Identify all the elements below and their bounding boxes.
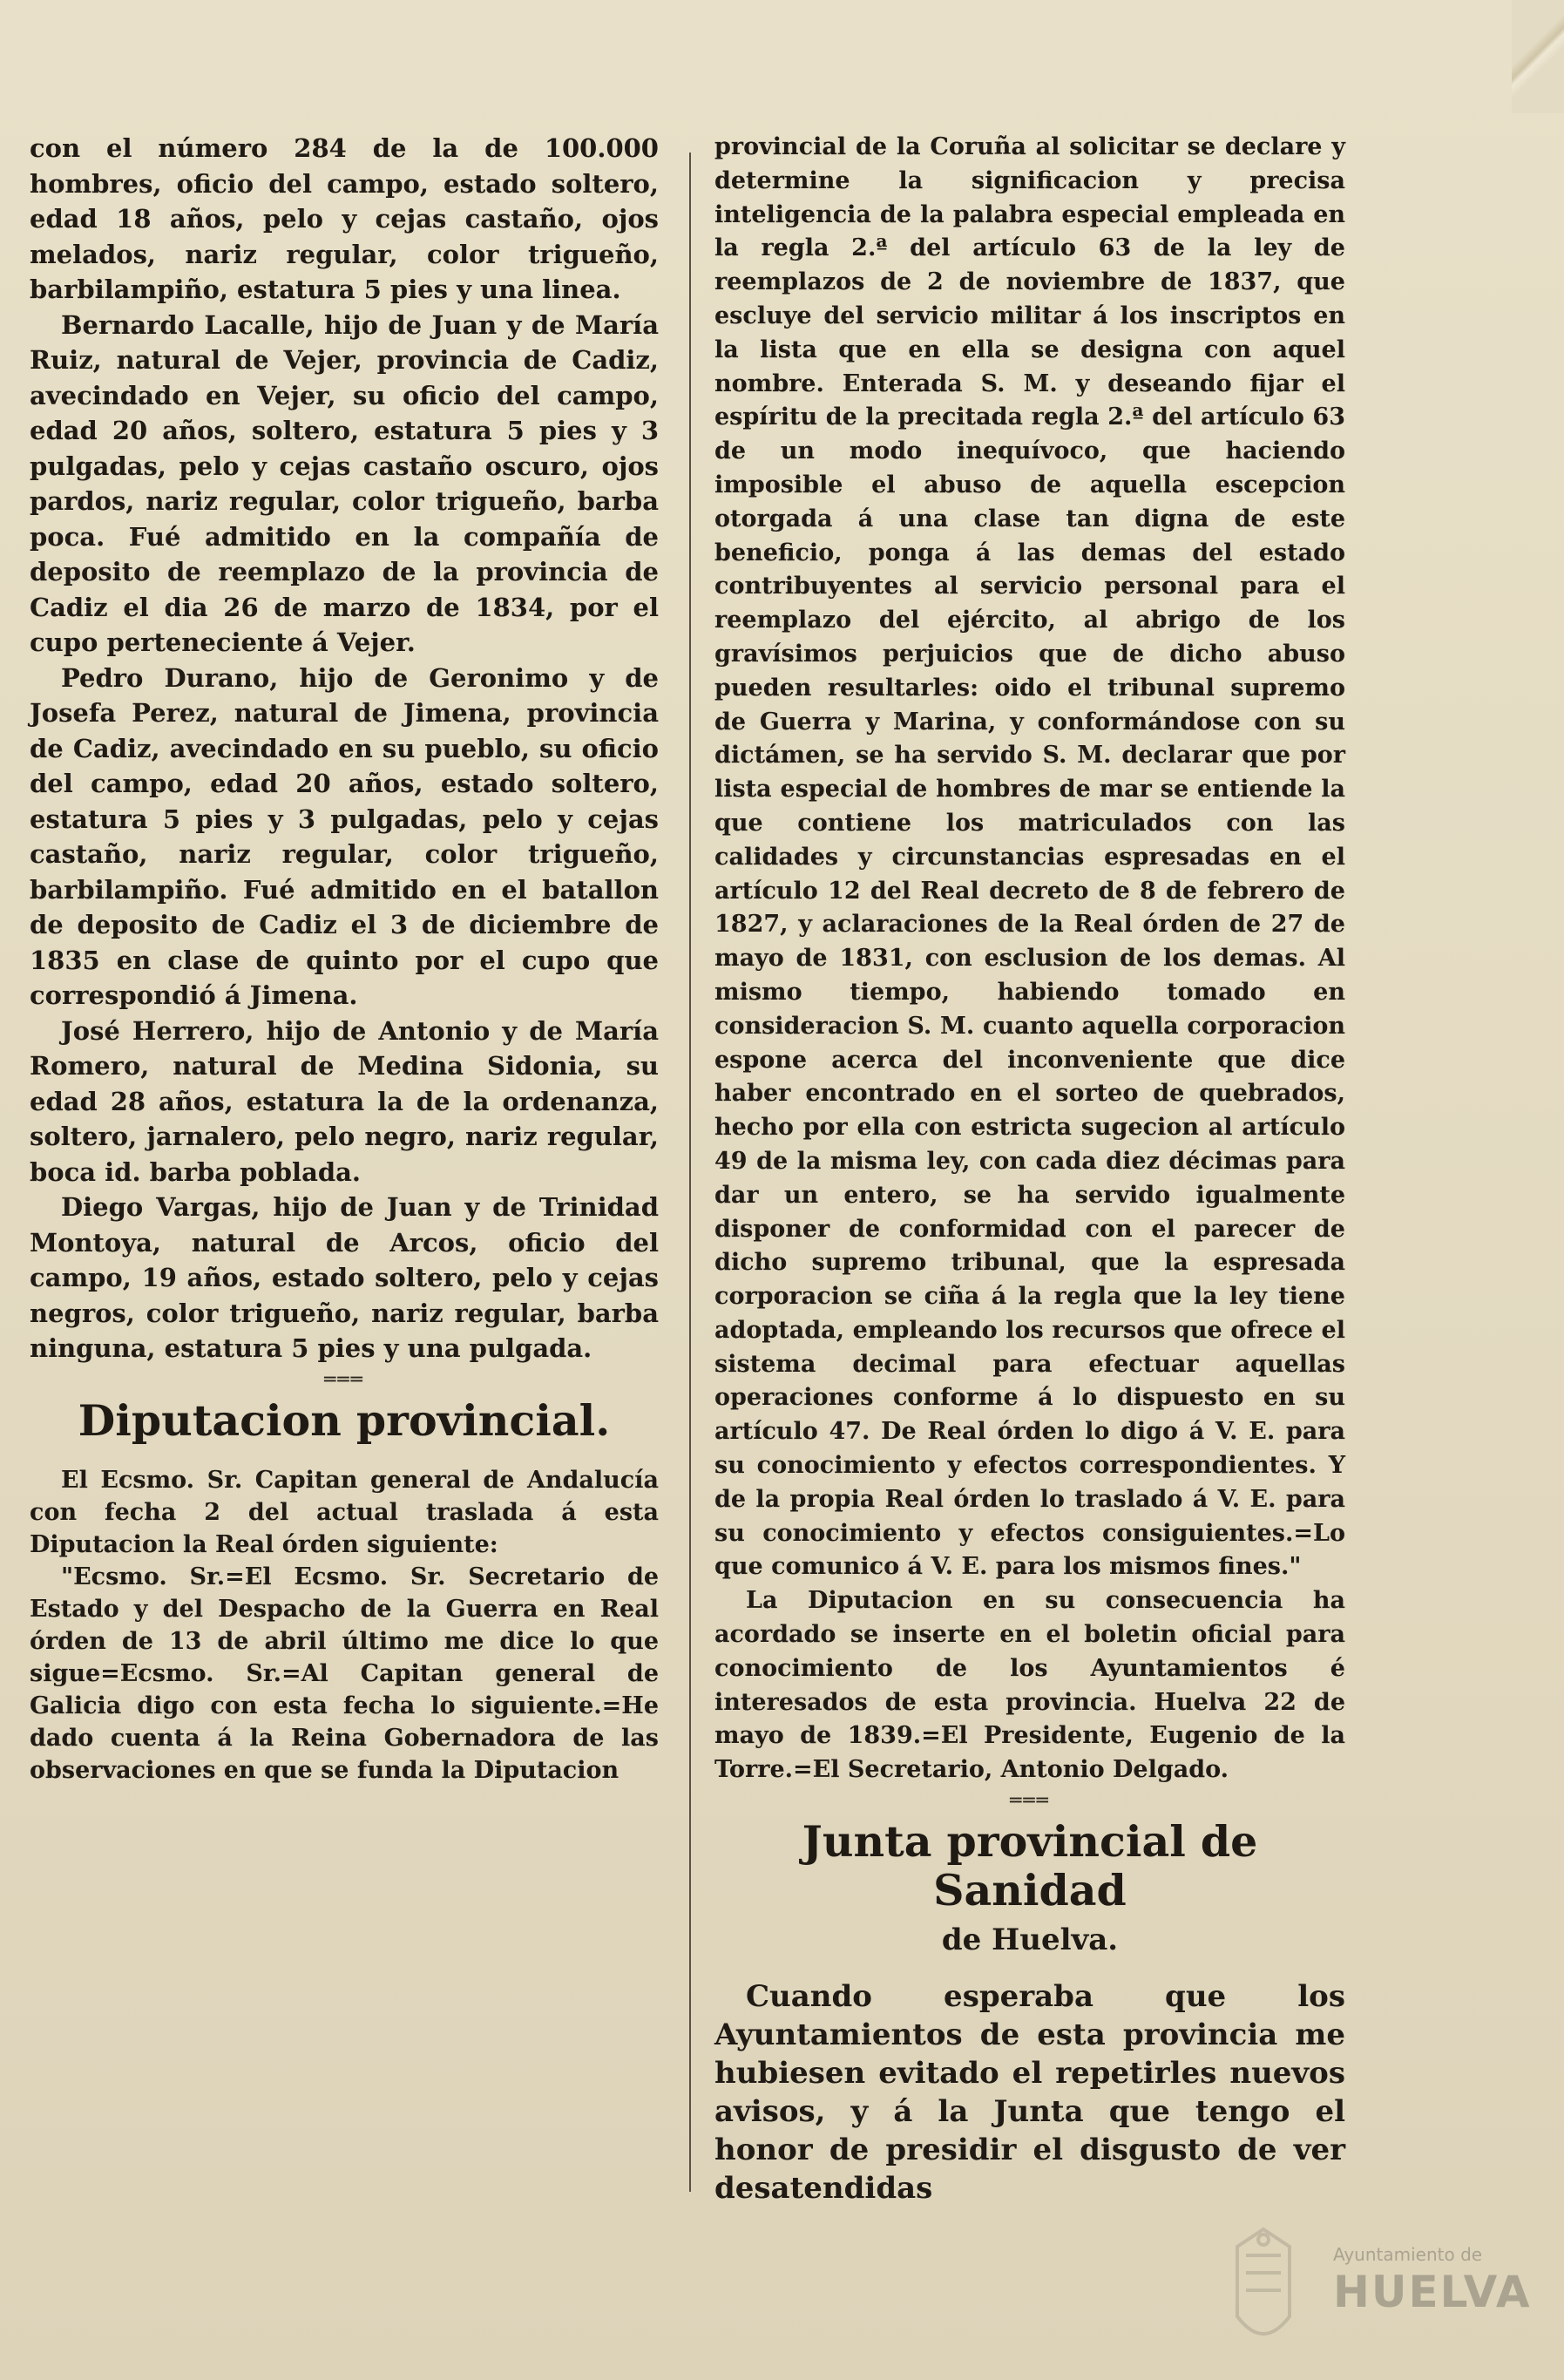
folded-corner [1512, 0, 1564, 113]
paragraph: José Herrero, hijo de Antonio y de María Romero, natural de Medina Sidonia, su edad 28 años, estatura la de la ordenanza, soltero, jarnalero, pelo negro, nariz regular, boca id. barba poblada. [30, 1015, 659, 1187]
section-ornament: ═══ [324, 1367, 364, 1391]
paragraph: provincial de la Coruña al solicitar se declare y determine la significacion y precisa inteligencia de la palabra especial empleada en la regla 2.ª del artículo 63 de la ley de reemplazos de 2 de noviembre de 1837, que escluye del servicio militar á los inscriptos en la lista que en ella se designa con aquel nombre. Enterada S. M. y deseando fijar el espíritu de la precitada regla 2.ª del artículo 63 de un modo inequívoco, que haciendo imposible el abuso de aquella escepcion otorgada á una clase tan digna de este beneficio, ponga á las demas del estado contribuyentes al servicio personal para el reemplazo del ejército, al abrigo de los gravísimos perjuicios que de dicho abuso pueden resultarles: oido el tribunal supremo de Guerra y Marina, y conformándose con su dictámen, se ha servido S. M. declarar que por lista especial de hombres de mar se entiende la que contiene los matriculados con las calidades y circunstancias espresadas en el artículo 12 del Real decreto de 8 de febrero de 1827, y aclaraciones de la Real órden de 27 de mayo de 1831, con esclusion de los demas. Al mismo tiempo, habiendo tomado en consideracion S. M. cuanto aquella corporacion espone acerca del inconveniente que dice haber encontrado en el sorteo de quebrados, hecho por ella con estricta sugecion al artículo 49 de la misma ley, con cada diez décimas para dar un entero, se ha servido igualmente disponer de conformidad con el parecer de dicho supremo tribunal, que la espresada corporacion se ciña á la regla que la ley tiene adoptada, empleando los recursos que ofrece el sistema decimal para efectuar aquellas operaciones conforme á lo dispuesto en su artículo 47. De Real órden lo digo á V. E. para su conocimiento y efectos correspondientes. Y de la propia Real órden lo traslado á V. E. para su conocimiento y efectos consiguientes.=Lo que comunico á V. E. para los mismos fines." [714, 133, 1345, 1581]
section-ornament: ═══ [1010, 1789, 1050, 1813]
column-divider [689, 153, 691, 2192]
paragraph: "Ecsmo. Sr.=El Ecsmo. Sr. Secretario de Estado y del Despacho de la Guerra en Real órden de 13 de abril último me dice lo que sigue=Ecsmo. Sr.=Al Capitan general de Galicia digo con esta fecha lo siguiente.=He dado cuenta á la Reina Gobernadora de las observaciones en que se funda la Diputacion [30, 1563, 659, 1784]
section-subtitle: de Huelva. [941, 1922, 1119, 1958]
left-column [30, 131, 659, 1787]
paragraph: Bernardo Lacalle, hijo de Juan y de María Ruiz, natural de Vejer, provincia de Cadiz, avecindado en Vejer, su oficio del campo, edad 20 años, soltero, estatura 5 pies y 3 pulgadas, pelo y cejas castaño oscuro, ojos pardos, nariz regular, color trigueño, barba poca. Fué admitido en la compañía de deposito de reemplazo de la provincia de Cadiz el dia 26 de marzo de 1834, por el cupo perteneciente á Vejer. [30, 309, 659, 657]
section-title: Diputacion provincial. [78, 1394, 611, 1446]
paragraph: Pedro Durano, hijo de Geronimo y de Josefa Perez, natural de Jimena, provincia de Cadiz, avecindado en su pueblo, su oficio del campo, edad 20 años, estado soltero, estatura 5 pies y 3 pulgadas, pelo y cejas castaño, nariz regular, color trigueño, barbilampiño. Fué admitido en el batallon de deposito de Cadiz el 3 de diciembre de 1835 en clase de quinto por el cupo que correspondió á Jimena. [30, 662, 659, 1010]
paragraph: con el número 284 de la de 100.000 hombres, oficio del campo, estado soltero, edad 18 años, pelo y cejas castaño, ojos melados, nariz regular, color trigueño, barbilampiño, estatura 5 pies y una linea. [30, 133, 659, 304]
watermark-big: HUELVA [1333, 2267, 1532, 2317]
paragraph: La Diputacion en su consecuencia ha acordado se inserte en el boletin oficial para conocimiento de los Ayuntamientos é interesados de esta provincia. Huelva 22 de mayo de 1839.=El Presidente, Eugenio de la Torre.=El Secretario, Antonio Delgado. [714, 1587, 1345, 1784]
watermark [1333, 2244, 1532, 2317]
paragraph: Diego Vargas, hijo de Juan y de Trinidad Montoya, natural de Arcos, oficio del campo, 19 años, estado soltero, pelo y cejas negros, color trigueño, nariz regular, barba ninguna, estatura 5 pies y una pulgada. [30, 1192, 659, 1363]
paragraph: El Ecsmo. Sr. Capitan general de Andalucía con fecha 2 del actual traslada á esta Diputacion la Real órden siguiente: [30, 1466, 659, 1558]
section-title: Junta provincial de Sanidad [802, 1816, 1258, 1916]
right-column [714, 131, 1345, 2207]
paragraph: Cuando esperaba que los Ayuntamientos de esta provincia me hubiesen evitado el repetirles nuevos avisos, y á la Junta que tengo el honor de presidir el disgusto de ver desatendidas [714, 1979, 1345, 2207]
watermark-small: Ayuntamiento de [1333, 2244, 1483, 2265]
